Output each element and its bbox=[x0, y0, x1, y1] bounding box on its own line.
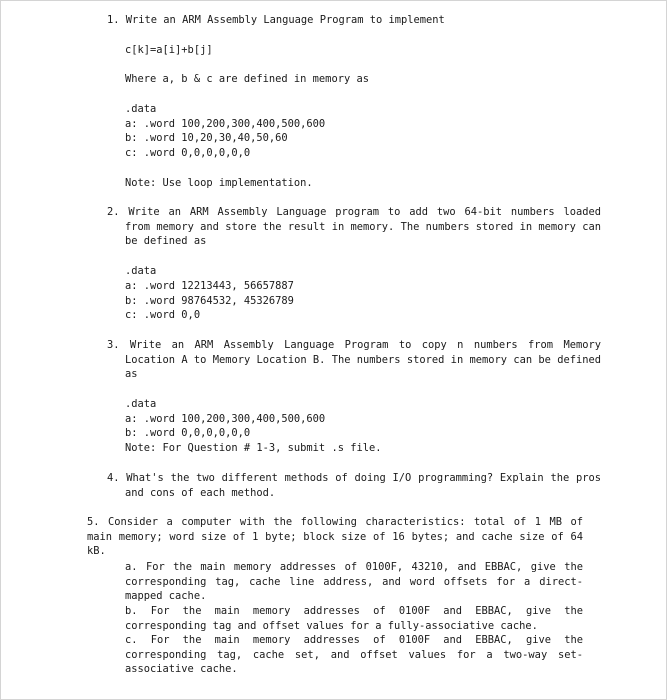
q2-data-directive: .data bbox=[125, 265, 157, 277]
q4-title: 4. What's the two different methods of doing I/O programming? Explain the pros and cons of each method. bbox=[107, 472, 601, 499]
q3-array-b: b: .word 0,0,0,0,0,0 bbox=[125, 427, 251, 439]
q5-part-a: a. For the main memory addresses of 0100F, 43210, and EBBAC, give the corresponding tag, cache line address, and word offsets for a direct-mapped cache. bbox=[125, 561, 583, 603]
q1-title: 1. Write an ARM Assembly Language Program to implement bbox=[107, 14, 445, 26]
q2-result-c: c: .word 0,0 bbox=[125, 309, 201, 321]
q1-array-c: c: .word 0,0,0,0,0,0 bbox=[125, 147, 251, 159]
q1-where-text: Where a, b & c are defined in memory as bbox=[125, 73, 369, 85]
q2-number-a: a: .word 12213443, 56657887 bbox=[125, 280, 294, 292]
q1-data-directive: .data bbox=[125, 103, 157, 115]
q5-part-c: c. For the main memory addresses of 0100F and EBBAC, give the corresponding tag, cache set, and offset values for a two-way set-associative cache. bbox=[125, 634, 583, 676]
q3-array-a: a: .word 100,200,300,400,500,600 bbox=[125, 413, 326, 425]
q2-number-b: b: .word 98764532, 45326789 bbox=[125, 295, 294, 307]
q2-title: 2. Write an ARM Assembly Language program to add two 64-bit numbers loaded from memory and store the result in memory. The numbers stored in memory can be defined as bbox=[107, 206, 601, 248]
q3-data-directive: .data bbox=[125, 398, 157, 410]
q1-note: Note: Use loop implementation. bbox=[125, 177, 313, 189]
q3-note: Note: For Question # 1-3, submit .s file. bbox=[125, 442, 382, 454]
q1-array-a: a: .word 100,200,300,400,500,600 bbox=[125, 118, 326, 130]
q5-part-b: b. For the main memory addresses of 0100F and EBBAC, give the corresponding tag and offset values for a fully-associative cache. bbox=[125, 605, 583, 632]
q1-array-b: b: .word 10,20,30,40,50,60 bbox=[125, 132, 288, 144]
q3-title: 3. Write an ARM Assembly Language Program to copy n numbers from Memory Location A to Memory Location B. The numbers stored in memory can be defined as bbox=[107, 339, 601, 381]
q1-expression: c[k]=a[i]+b[j] bbox=[125, 44, 213, 56]
q5-title: 5. Consider a computer with the following characteristics: total of 1 MB of main memory; word size of 1 byte; block size of 16 bytes; and cache size of 64 kB. bbox=[87, 516, 583, 558]
